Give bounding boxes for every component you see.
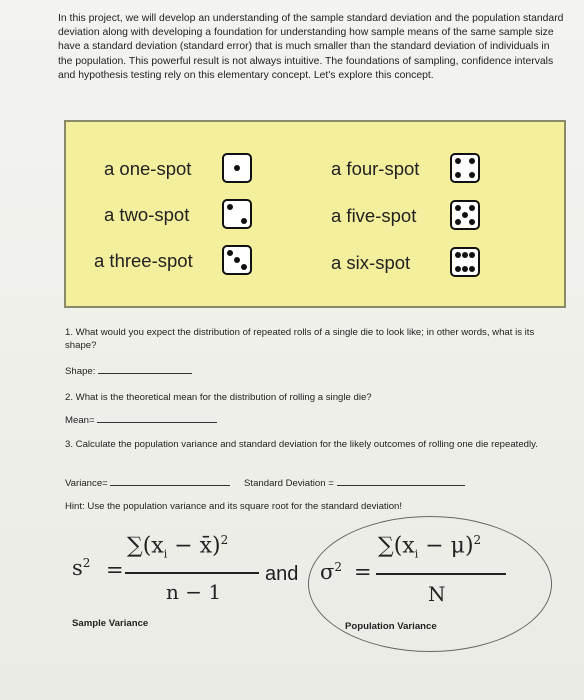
sample-numerator [127, 533, 228, 561]
dice-label-one: a one-spot [104, 158, 192, 179]
die-one-icon [222, 153, 252, 183]
pop-lhs-symbol: σ [320, 560, 335, 584]
question-1: 1. What would you expect the distribution of repeated rolls of a single die to look like; in other words, what is its shape? [65, 327, 535, 351]
sd-answer-row [244, 475, 465, 490]
pop-lhs-exponent: 2 [334, 560, 342, 574]
population-variance-lhs [320, 560, 342, 584]
variance-answer-row [65, 475, 230, 490]
question-2: 2. What is the theoretical mean for the distribution of rolling a single die? [65, 392, 372, 403]
population-numerator [378, 533, 481, 561]
sample-variance-caption: Sample Variance [72, 618, 149, 629]
die-four-icon [450, 153, 480, 183]
population-denominator: N [428, 582, 446, 606]
variance-label: Variance= [65, 478, 108, 489]
dice-label-three: a three-spot [94, 250, 193, 271]
die-six-icon [450, 247, 480, 277]
sample-num-exponent: 2 [220, 533, 229, 547]
mean-label: Mean= [65, 415, 95, 426]
sample-fraction-bar [125, 572, 259, 574]
shape-answer-field[interactable] [98, 363, 192, 374]
sd-label: Standard Deviation = [244, 478, 334, 489]
dice-label-six: a six-spot [331, 252, 411, 273]
shape-answer-row [65, 363, 192, 378]
sd-answer-field[interactable] [337, 475, 465, 486]
dice-label-four: a four-spot [331, 158, 420, 179]
variance-answer-field[interactable] [110, 475, 230, 486]
sample-num-subscript: i [163, 547, 168, 561]
sample-lhs-symbol: s [72, 556, 83, 580]
population-fraction-bar [376, 573, 506, 575]
intro-paragraph: In this project, we will develop an understanding of the sample standard deviation and the population standard deviation along with developing a foundation for understanding how sample means of the same sample size have a standard deviation (standard error) that is much smaller than the standard deviation of individuals in the population. This powerful result is not always intuitive. The foundations of sampling, confidence intervals and hypothesis testing rely on this elementary concept. Let's explore this concept. [58, 13, 564, 81]
sample-num-mean: − x̄) [167, 533, 221, 559]
pop-num-subscript: i [414, 547, 419, 561]
sample-variance-lhs [72, 556, 90, 580]
die-five-icon [450, 200, 480, 230]
die-two-icon [222, 199, 252, 229]
mean-answer-field[interactable] [97, 412, 217, 423]
dice-label-two: a two-spot [104, 204, 190, 225]
pop-equals-sign: = [354, 560, 372, 584]
and-connector: and [265, 563, 299, 585]
shape-label: Shape: [65, 366, 96, 377]
mean-answer-row [65, 412, 217, 427]
pop-num-sum: ∑(x [378, 533, 415, 559]
pop-num-exponent: 2 [473, 533, 482, 547]
pop-num-mean: − μ) [418, 533, 474, 559]
dice-label-five: a five-spot [331, 205, 417, 226]
sample-equals-sign: = [106, 558, 124, 582]
sample-denominator: n − 1 [166, 580, 222, 604]
population-variance-caption: Population Variance [345, 621, 437, 632]
sample-lhs-exponent: 2 [82, 556, 91, 570]
hint-text: Hint: Use the population variance and its square root for the standard deviation! [65, 501, 403, 512]
question-3: 3. Calculate the population variance and standard deviation for the likely outcomes of rolling one die repeatedly. [65, 439, 538, 450]
die-three-icon [222, 245, 252, 275]
sample-num-sum: ∑(x [127, 533, 164, 559]
